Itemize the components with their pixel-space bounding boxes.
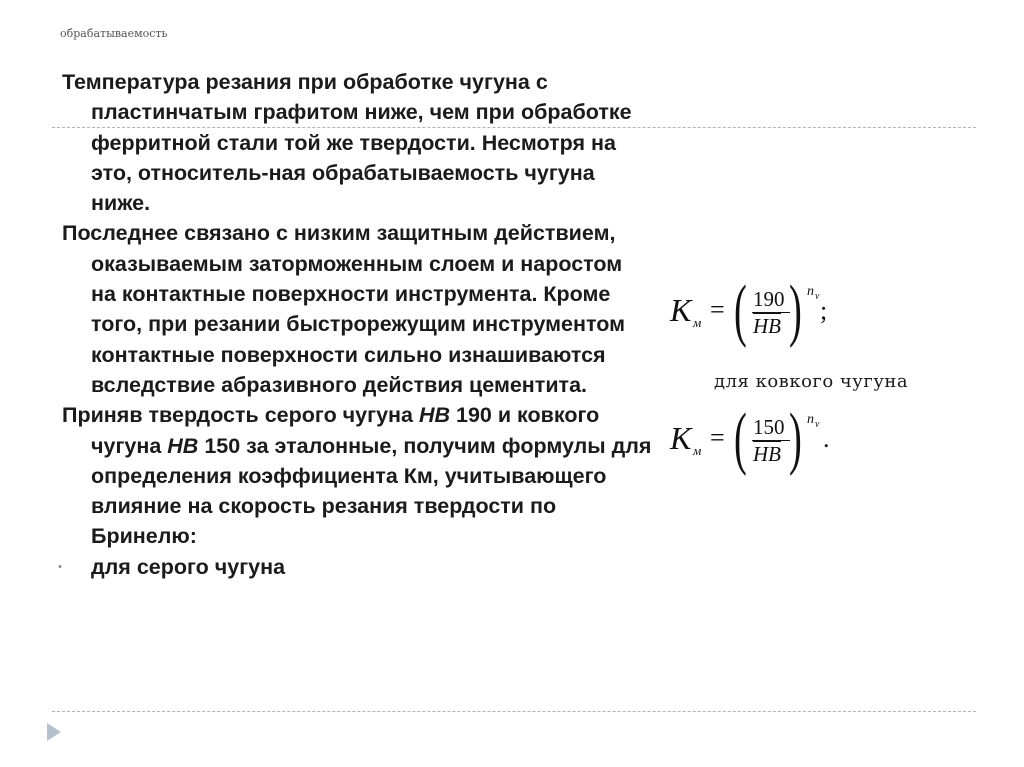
malleable-cast-iron-label: для ковкого чугуна: [714, 371, 909, 392]
paren-right: ): [789, 272, 802, 349]
slide-label: обрабатываемость: [60, 27, 168, 40]
formula-exponent-sub: v: [815, 291, 820, 302]
formula-numerator: 150: [753, 415, 785, 439]
bottom-divider: [52, 711, 976, 712]
formula-gray-cast-iron: [670, 272, 870, 352]
intro-text-a: Приняв твердость серого чугуна: [62, 403, 419, 428]
fraction-bar: [752, 312, 790, 313]
formula-denominator: $\overline{HB}$: [753, 314, 781, 338]
paragraph-temperature: Температура резания при обработке чугуна с пластинчатым графитом ниже, чем при обработке ферритной стали той же твердости. Несмотря на это, относитель-ная обрабатываемость чугуна ниже.: [62, 70, 632, 216]
formula-equals: =: [710, 423, 725, 452]
play-icon[interactable]: [47, 723, 61, 741]
formula-malleable-cast-iron: [670, 400, 870, 480]
paren-left: (: [734, 400, 747, 477]
formula-k-sub: м: [693, 315, 702, 330]
formula-tail: .: [823, 424, 830, 453]
formula-exponent: n: [807, 412, 814, 427]
intro-text-b: 190 и ковкого чугуна: [91, 403, 600, 458]
list-item-label: для серого чугуна: [91, 554, 286, 579]
intro-text-c: 150 за эталонные, получим формулы для определения коэффициента Км, учитывающего влияние на скорость резания твердости по Бринелю:: [91, 433, 652, 549]
paragraph-formulas-intro: [62, 400, 652, 551]
formula-exponent: n: [807, 284, 814, 299]
formula-numerator: 190: [753, 287, 785, 311]
paren-left: (: [734, 272, 747, 349]
paren-right: ): [789, 400, 802, 477]
list-item: [58, 552, 652, 582]
hb-label-1: НВ: [418, 403, 451, 428]
formula-equals: =: [710, 295, 725, 324]
hb-label-2: НВ: [167, 433, 199, 458]
formula-tail: ;: [820, 296, 828, 325]
formula-k-sub: м: [693, 443, 702, 458]
paragraph-reason: Последнее связано с низким защитным действием, оказываемым заторможенным слоем и наростом на контактные поверхности инструмента. Кроме того, при резании быстрорежущим инструментом контактные поверхности сильно изнашиваются вследствие абразивного действия цементита.: [62, 221, 625, 397]
formula-exponent-sub: v: [815, 419, 820, 430]
slide-body: [58, 67, 652, 582]
formula-k: K: [670, 420, 692, 456]
bullet-icon: •: [58, 560, 62, 573]
formula-k: K: [670, 292, 692, 328]
formula-denominator: $\overline{HB}$: [753, 442, 781, 466]
fraction-bar: [752, 440, 790, 441]
